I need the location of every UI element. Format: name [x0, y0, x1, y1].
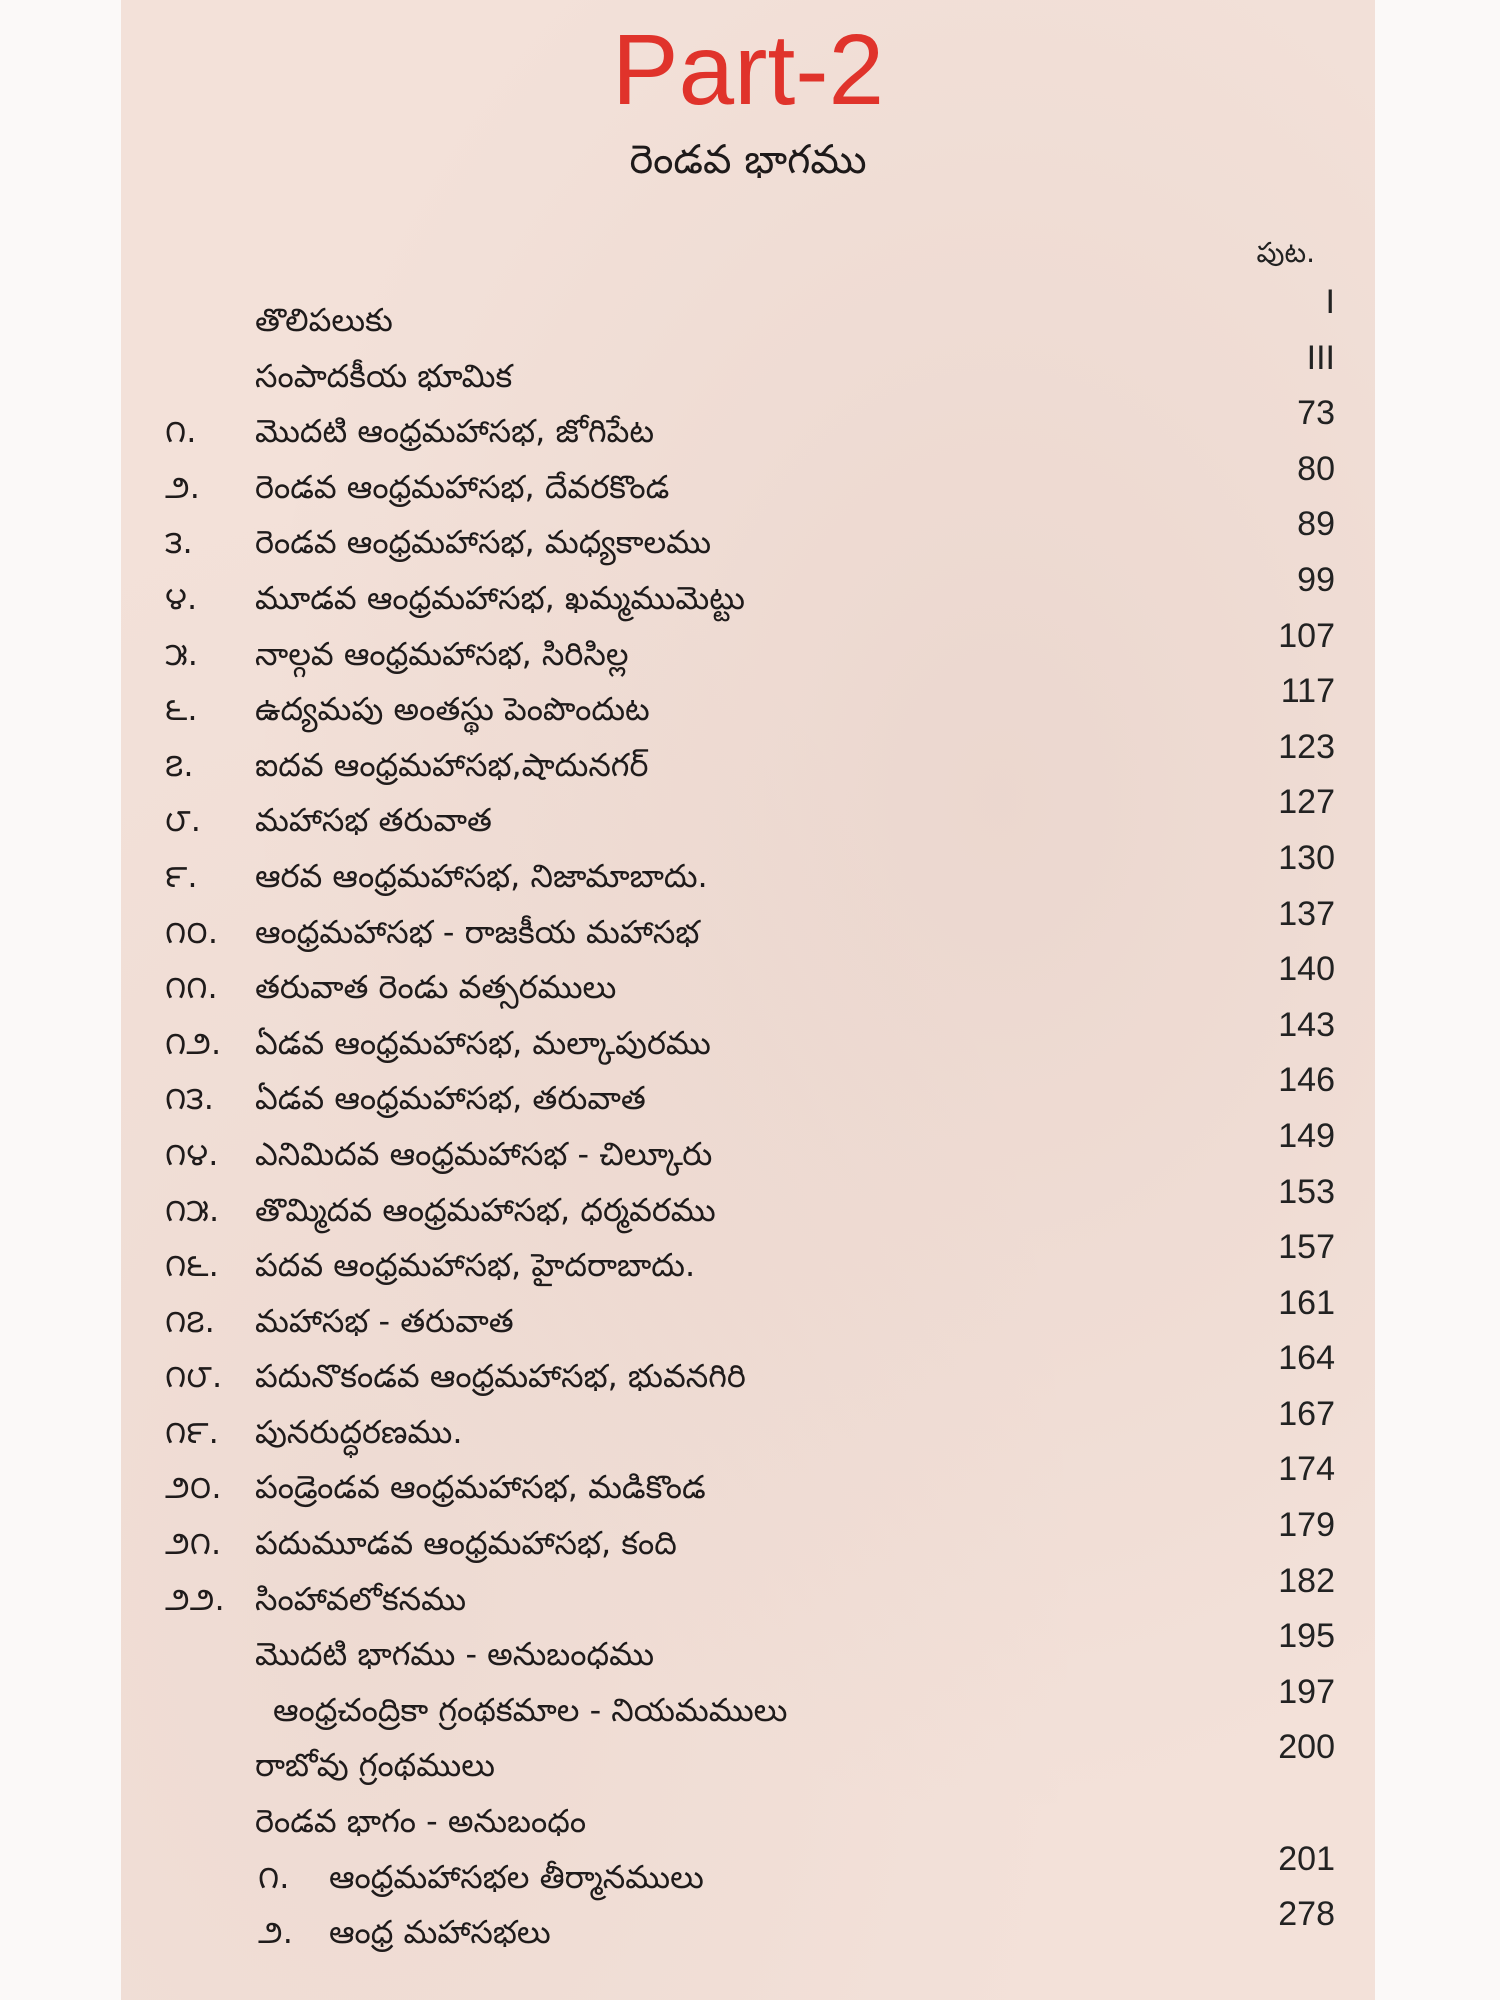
- toc-entry-number: ౧౯.: [165, 1412, 219, 1451]
- toc-entry-page: 201: [1278, 1839, 1335, 1878]
- toc-entry-page: 174: [1278, 1450, 1335, 1489]
- toc-entry-title: ఆంధ్ర మహాసభలు: [329, 1913, 551, 1952]
- toc-entry-title: సంపాదకీయ భూమిక: [255, 356, 513, 395]
- toc-entry: [121, 338, 1375, 405]
- toc-entry-page: 200: [1278, 1728, 1335, 1767]
- toc-entry-page: 164: [1278, 1339, 1335, 1378]
- toc-entry-title: రెండవ భాగం - అనుబంధం: [255, 1802, 587, 1841]
- toc-entry-number: ౪.: [165, 578, 198, 617]
- toc-entry: [121, 449, 1375, 516]
- toc-entry: [121, 894, 1375, 961]
- toc-entry-page: 182: [1278, 1561, 1335, 1600]
- toc-entry-title: ఏడవ ఆంధ్రమహాసభ, మల్కాపురము: [255, 1023, 711, 1062]
- toc-entry-page: 157: [1278, 1228, 1335, 1267]
- toc-entry-title: మూడవ ఆంధ్రమహాసభ, ఖమ్మముమెట్టు: [255, 578, 746, 617]
- toc-entry-page: 146: [1278, 1061, 1335, 1100]
- toc-entry-page: 80: [1297, 449, 1335, 488]
- toc-entry: [121, 283, 1375, 349]
- toc-entry-page: I: [1325, 283, 1335, 321]
- toc-entry: [121, 1228, 1375, 1294]
- toc-entry-number: ౧౪.: [165, 1134, 219, 1173]
- toc-entry-title: నాల్గవ ఆంధ్రమహాసభ, సిరిసిల్ల: [255, 634, 629, 673]
- toc-entry-number: ౨౨.: [165, 1579, 225, 1618]
- toc-entry: [121, 1839, 1375, 1906]
- toc-entry-title: రెండవ ఆంధ్రమహాసభ, దేవరకొండ: [255, 467, 670, 506]
- toc-entry-page: 153: [1278, 1172, 1335, 1211]
- toc-entry: [121, 1283, 1375, 1350]
- toc-entry-title: ఏడవ ఆంధ్రమహాసభ, తరువాత: [255, 1079, 646, 1118]
- toc-entry: [121, 394, 1375, 460]
- toc-entry-number: ౭.: [165, 745, 194, 784]
- toc-entry-number: ౨౦.: [165, 1468, 222, 1507]
- toc-entry-page: 179: [1278, 1506, 1335, 1545]
- toc-entry-title: ఆంధ్రమహాసభ - రాజకీయ మహాసభ: [255, 912, 700, 951]
- toc-entry-number: ౮.: [165, 801, 201, 840]
- toc-entry: [121, 1728, 1375, 1794]
- toc-entry-page: 140: [1278, 950, 1335, 989]
- toc-entry-page: 195: [1278, 1617, 1335, 1656]
- toc-entry-page: 137: [1278, 894, 1335, 933]
- toc-entry-number: ౧౦.: [165, 912, 219, 951]
- toc-entry-title: ఆంధ్రచంద్రికా గ్రంథకమాల - నియమములు: [273, 1690, 788, 1729]
- toc-entry-title: మొదటి ఆంధ్రమహాసభ, జోగిపేట: [255, 412, 655, 451]
- toc-entry-title: పదవ ఆంధ్రమహాసభ, హైదరాబాదు.: [255, 1246, 696, 1285]
- toc-entry-page: 127: [1278, 783, 1335, 822]
- toc-entry-number: ౧.: [165, 412, 197, 451]
- toc-entry-number: ౧౩.: [165, 1079, 214, 1118]
- toc-entry-number: ౧.: [258, 1857, 290, 1896]
- toc-entry: [121, 1339, 1375, 1405]
- part-label: Part-2: [611, 14, 885, 126]
- toc-entry-number: ౧౫.: [165, 1190, 220, 1229]
- toc-entry: [121, 1394, 1375, 1461]
- toc-entry-title: పదుమూడవ ఆంధ్రమహాసభ, కంది: [255, 1524, 677, 1563]
- page-column-label: పుట.: [1256, 236, 1315, 269]
- table-of-contents: [121, 283, 1375, 1961]
- toc-entry: [121, 505, 1375, 571]
- toc-entry-title: ఆరవ ఆంధ్రమహాసభ, నిజామాబాదు.: [255, 856, 708, 895]
- toc-entry: [121, 1672, 1375, 1739]
- toc-entry: [121, 1506, 1375, 1572]
- toc-entry: [121, 1005, 1375, 1072]
- toc-entry-title: తొమ్మిదవ ఆంధ్రమహాసభ, ధర్మవరము: [255, 1190, 716, 1229]
- toc-entry-title: పదునొకండవ ఆంధ్రమహాసభ, భువనగిరి: [255, 1357, 746, 1396]
- toc-entry-title: పునరుద్ధరణము.: [255, 1412, 463, 1451]
- toc-entry-title: మహాసభ తరువాత: [255, 801, 492, 840]
- toc-entry-number: ౩.: [165, 523, 193, 562]
- toc-entry: [121, 1061, 1375, 1127]
- toc-entry-page: 117: [1280, 672, 1335, 711]
- toc-entry-page: 130: [1278, 838, 1335, 877]
- toc-entry-page: 278: [1278, 1895, 1335, 1934]
- toc-entry: [121, 1895, 1375, 1961]
- toc-entry: [121, 1561, 1375, 1628]
- toc-entry: [121, 838, 1375, 905]
- toc-entry-title: ఎనిమిదవ ఆంధ్రమహాసభ - చిల్కూరు: [255, 1134, 713, 1173]
- toc-entry-title: మహాసభ - తరువాత: [255, 1301, 514, 1340]
- toc-entry-page: 143: [1278, 1005, 1335, 1044]
- toc-entry-number: ౨.: [165, 467, 200, 506]
- toc-entry-title: ఐదవ ఆంధ్రమహాసభ,షాదునగర్: [255, 745, 649, 784]
- page-title: రెండవ భాగము: [629, 137, 867, 183]
- toc-entry: [121, 1450, 1375, 1516]
- toc-entry-title: పండ్రెండవ ఆంధ్రమహాసభ, మడికొండ: [255, 1468, 706, 1507]
- toc-entry: [121, 1617, 1375, 1683]
- toc-entry-number: ౫.: [165, 634, 198, 673]
- toc-entry-page: 161: [1278, 1283, 1335, 1322]
- toc-entry: [121, 727, 1375, 794]
- toc-entry-page: III: [1306, 338, 1335, 377]
- toc-entry: [121, 1116, 1375, 1183]
- toc-entry-page: 107: [1278, 616, 1335, 655]
- toc-entry-title: రాబోవు గ్రంథములు: [255, 1746, 495, 1785]
- toc-entry: [121, 560, 1375, 627]
- toc-entry-title: సింహావలోకనము: [255, 1579, 467, 1618]
- toc-entry: [121, 1794, 1375, 1850]
- toc-entry-number: ౧౬.: [165, 1246, 219, 1285]
- toc-entry-page: 99: [1297, 560, 1335, 599]
- toc-entry-number: ౨.: [258, 1913, 293, 1952]
- toc-entry-number: ౯.: [165, 856, 198, 895]
- toc-entry-page: 167: [1278, 1394, 1335, 1433]
- toc-entry-page: 73: [1297, 394, 1335, 433]
- toc-entry-page: 149: [1278, 1116, 1335, 1155]
- toc-entry-title: ఆంధ్రమహాసభల తీర్మానములు: [329, 1857, 704, 1896]
- toc-entry-number: ౧౨.: [165, 1023, 222, 1062]
- toc-entry-number: ౧౮.: [165, 1357, 223, 1396]
- toc-entry-number: ౨౧.: [165, 1524, 222, 1563]
- toc-entry-page: 197: [1278, 1672, 1335, 1711]
- toc-entry: [121, 616, 1375, 683]
- book-page: [121, 0, 1375, 2000]
- toc-entry-page: 89: [1297, 505, 1335, 544]
- toc-entry-title: ఉద్యమపు అంతస్థు పెంపొందుట: [255, 690, 650, 729]
- toc-entry-title: తరువాత రెండు వత్సరములు: [255, 968, 617, 1007]
- toc-entry-number: ౬.: [165, 690, 198, 729]
- toc-entry-page: 123: [1278, 727, 1335, 766]
- toc-entry-title: మొదటి భాగము - అనుబంధము: [255, 1635, 655, 1674]
- toc-entry: [121, 950, 1375, 1016]
- toc-entry-number: ౧౧.: [165, 968, 218, 1007]
- toc-entry-title: రెండవ ఆంధ్రమహాసభ, మధ్యకాలము: [255, 523, 712, 562]
- toc-entry: [121, 1172, 1375, 1239]
- toc-entry-title: తొలిపలుకు: [255, 301, 393, 339]
- toc-entry: [121, 672, 1375, 738]
- toc-entry: [121, 783, 1375, 849]
- toc-entry-number: ౧౭.: [165, 1301, 215, 1340]
